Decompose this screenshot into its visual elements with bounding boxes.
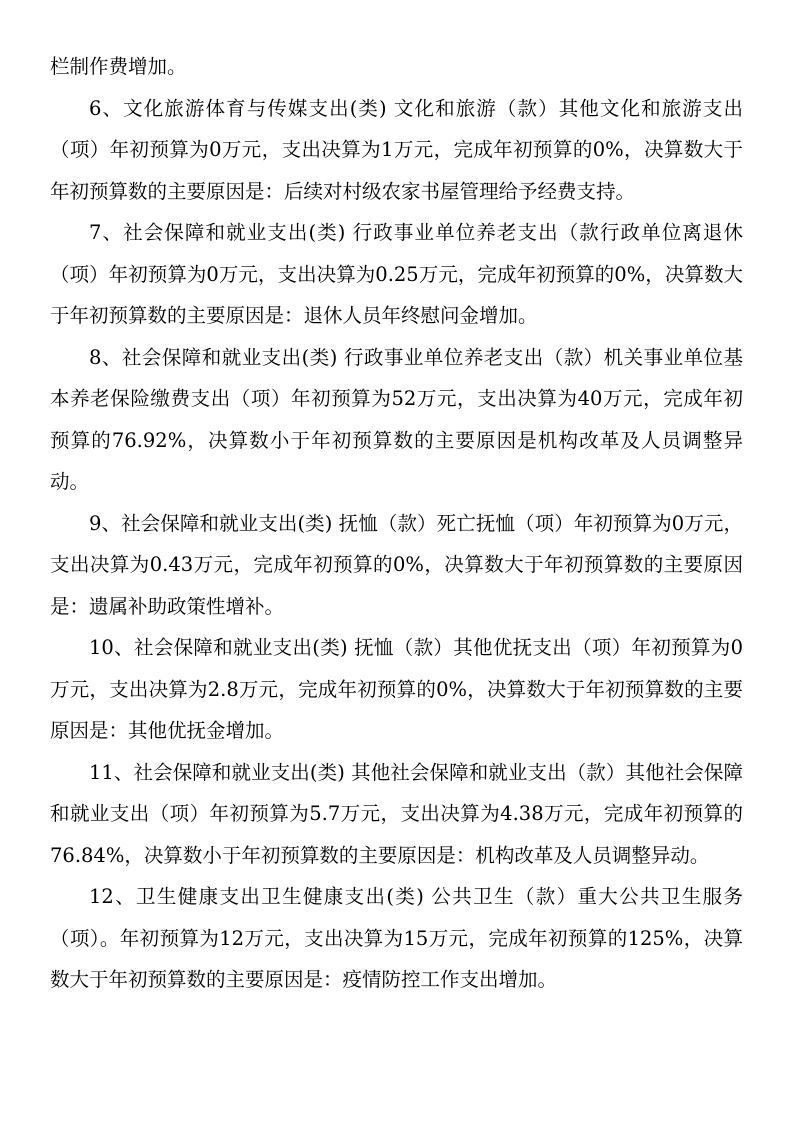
document-page xyxy=(50,46,743,1001)
paragraph-item-11: 11、社会保障和就业支出(类) 其他社会保障和就业支出（款）其他社会保障和就业支出（项）年初预算为5.7万元，支出决算为4.38万元，完成年初预算的76.84%，决算数小于年初预算数的主要原因是：机构改革及人员调整异动。 xyxy=(50,760,743,867)
paragraph-item-9: 9、社会保障和就业支出(类) 抚恤（款）死亡抚恤（项）年初预算为0万元，支出决算为0.43万元，完成年初预算的0%，决算数大于年初预算数的主要原因是：遗属补助政策性增补。 xyxy=(50,511,743,618)
paragraph-item-12: 12、卫生健康支出卫生健康支出(类) 公共卫生（款）重大公共卫生服务（项）。年初预算为12万元，支出决算为15万元，完成年初预算的125%，决算数大于年初预算数的主要原因是：疫情防控工作支出增加。 xyxy=(50,885,743,991)
paragraph-continuation: 栏制作费增加。 xyxy=(50,55,187,78)
paragraph-item-6: 6、文化旅游体育与传媒支出(类) 文化和旅游（款）其他文化和旅游支出（项）年初预算为0万元，支出决算为1万元，完成年初预算的0%，决算数大于年初预算数的主要原因是：后续对村级农家书屋管理给予经费支持。 xyxy=(50,96,743,203)
paragraph-item-8: 8、社会保障和就业支出(类) 行政事业单位养老支出（款）机关事业单位基本养老保险缴费支出（项）年初预算为52万元，支出决算为40万元，完成年初预算的76.92%，决算数小于年初预算数的主要原因是机构改革及人员调整异动。 xyxy=(50,345,743,493)
paragraph-item-10: 10、社会保障和就业支出(类) 抚恤（款）其他优抚支出（项）年初预算为0万元，支出决算为2.8万元，完成年初预算的0%，决算数大于年初预算数的主要原因是：其他优抚金增加。 xyxy=(50,636,743,742)
paragraph-item-7: 7、社会保障和就业支出(类) 行政事业单位养老支出（款行政单位离退休（项）年初预算为0万元，支出决算为0.25万元，完成年初预算的0%，决算数大于年初预算数的主要原因是：退休人员年终慰问金增加。 xyxy=(50,221,743,327)
